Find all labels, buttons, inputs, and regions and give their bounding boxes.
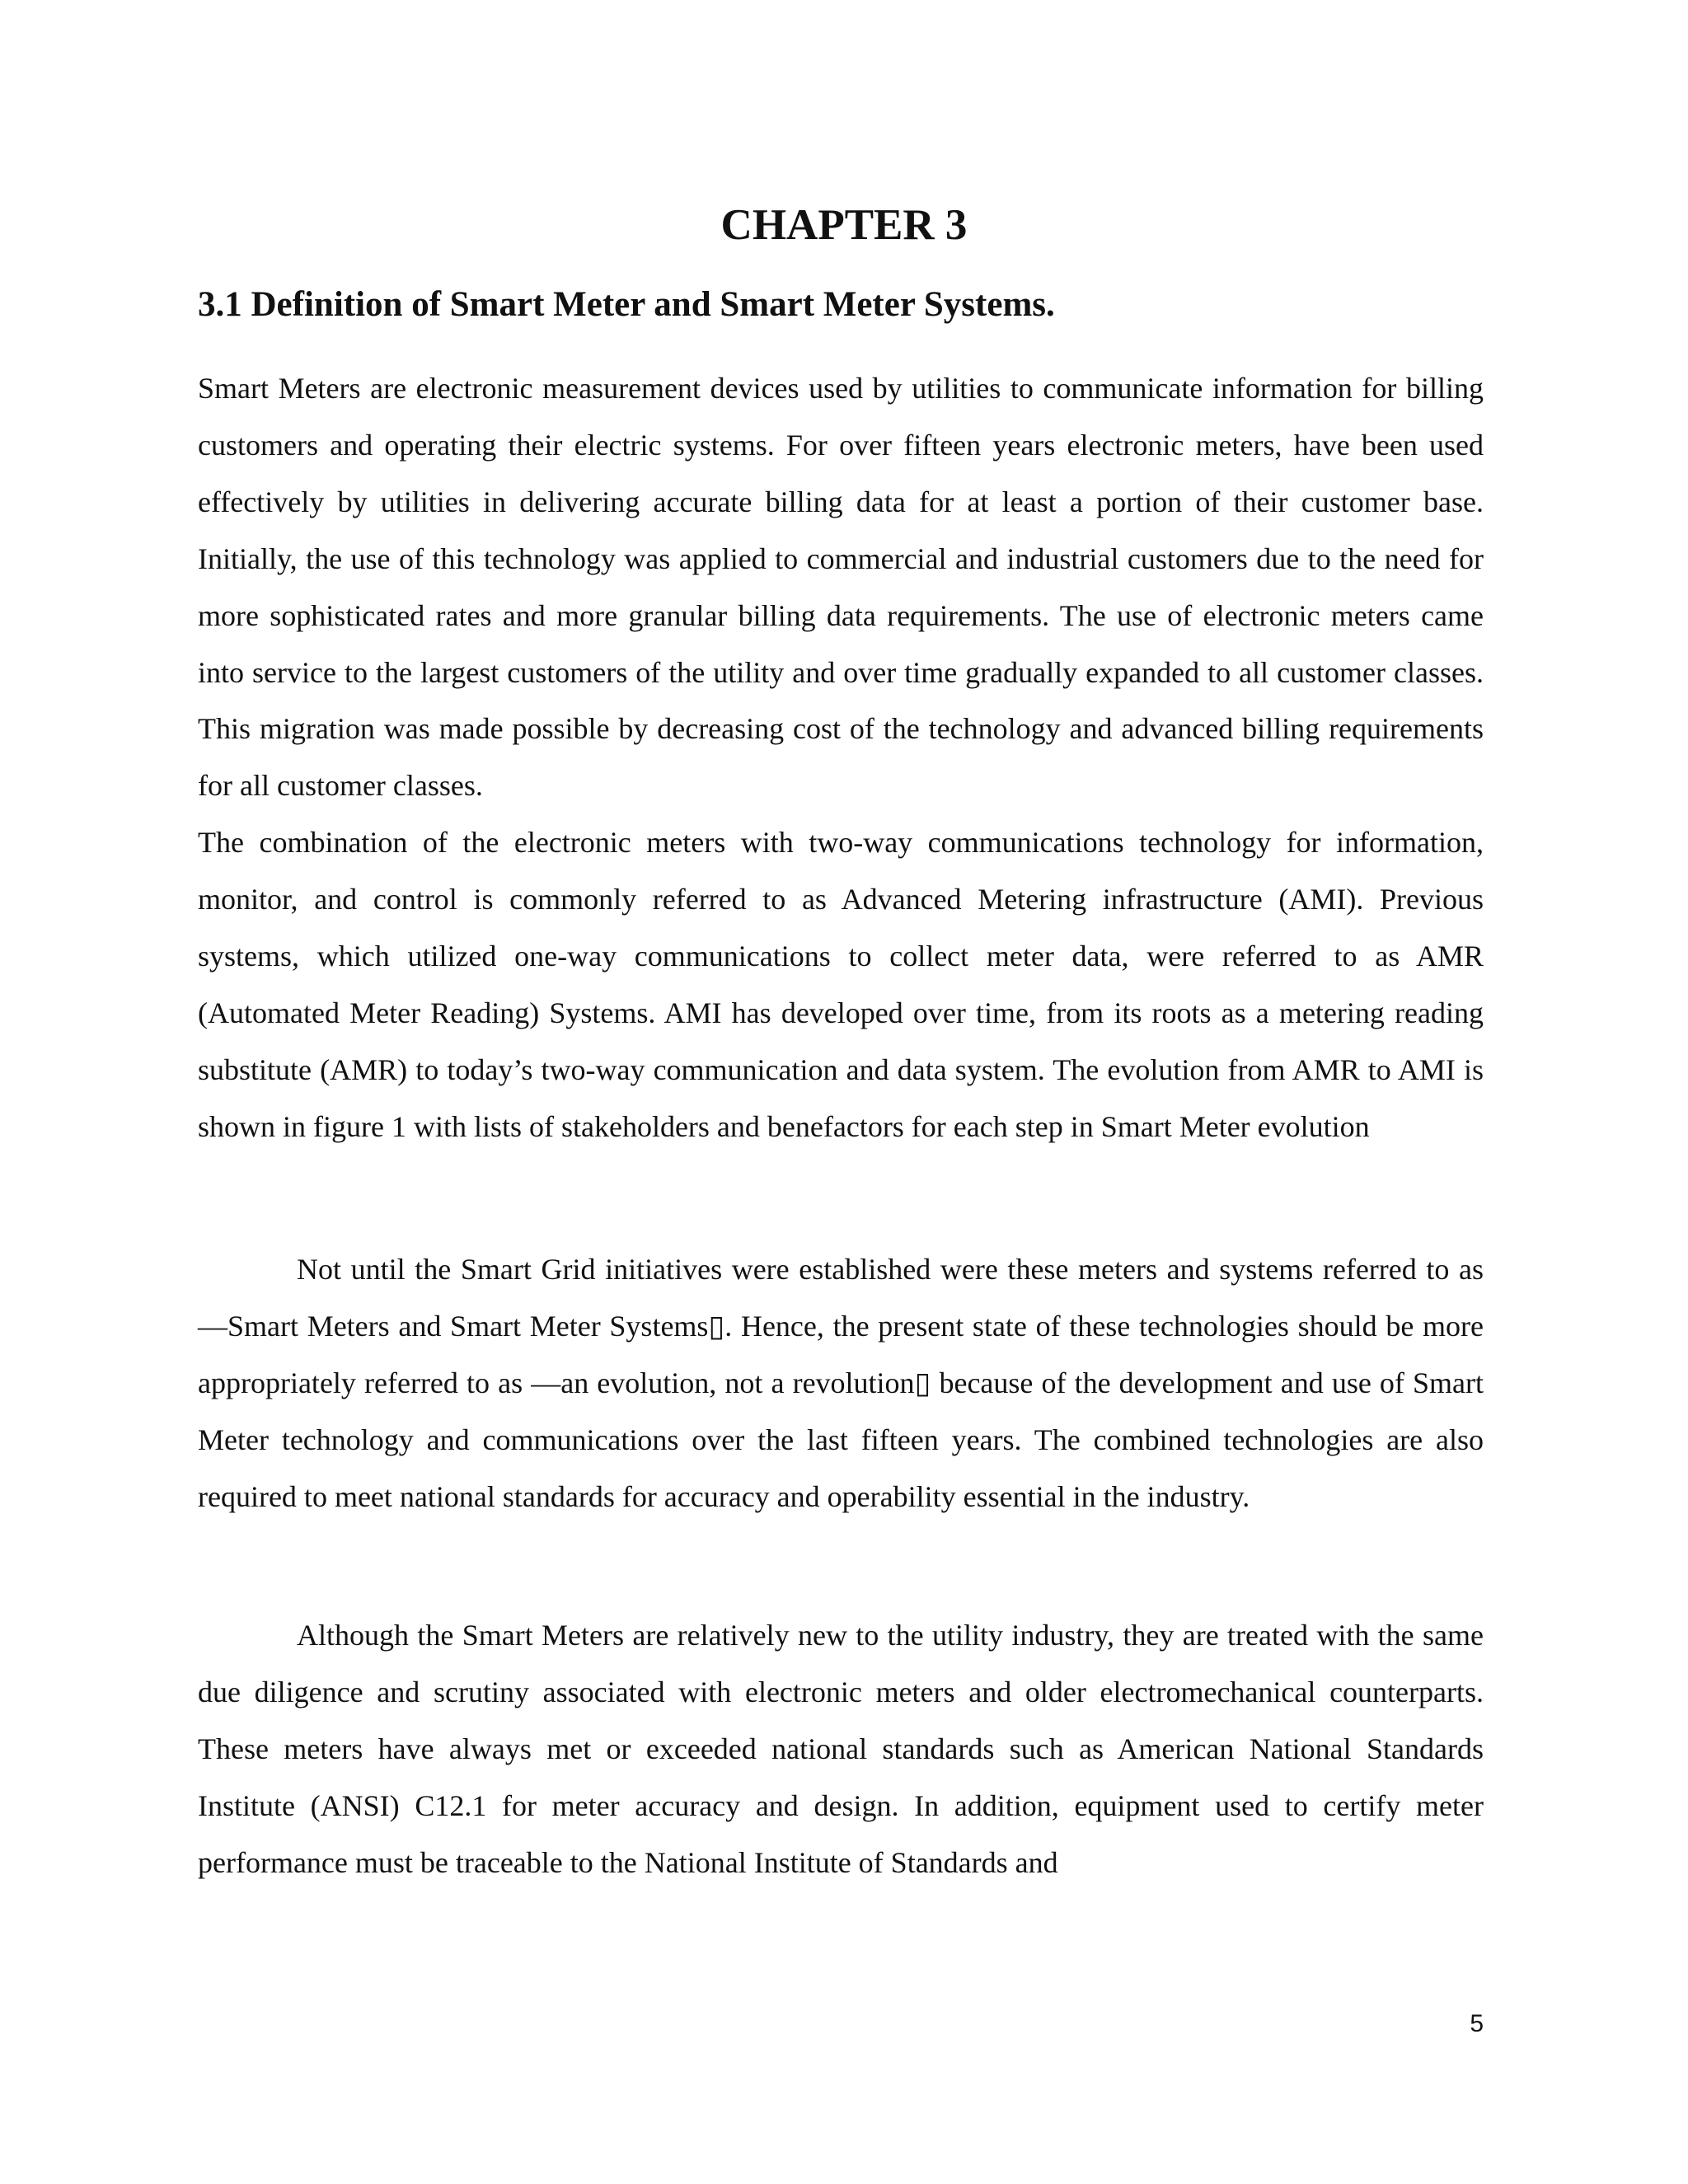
paragraph-smart-meter-definition: Smart Meters are electronic measurement devices used by utilities to communicate information for billing customers and operating their electric systems. For over fifteen years electronic meters, have been used effectively by utilities in delivering accurate billing data for at least a portion of their customer base. Initially, the use of this technology was applied to commercial and industrial customers due to the need for more sophisticated rates and more granular billing data requirements. The use of electronic meters came into service to the largest customers of the utility and over time gradually expanded to all customer classes. This migration was made possible by decreasing cost of the technology and advanced billing requirements for all customer classes. xyxy=(198,372,1484,803)
chapter-title: CHAPTER 3 xyxy=(720,201,968,249)
paragraph-ami-evolution: The combination of the electronic meters with two-way communications technology for information, monitor, and control is commonly referred to as Advanced Metering infrastructure (AMI). Previous systems, which utilized one-way communications to collect meter data, were referred to as AMR (Automated Meter Reading) Systems. AMI has developed over time, from its roots as a metering reading substitute (AMR) to today’s two-way communication and data system. The evolution from AMR to AMI is shown in figure 1 with lists of stakeholders and benefactors for each step in Smart Meter evolution xyxy=(198,826,1484,1143)
paragraph-standards-compliance: Although the Smart Meters are relatively new to the utility industry, they are treated with the same due diligence and scrutiny associated with electronic meters and older electromechanical counterparts. These meters have always met or exceeded national standards such as American National Standards Institute (ANSI) C12.1 for meter accuracy and design. In addition, equipment used to certify meter performance must be traceable to the National Institute of Standards and xyxy=(198,1619,1484,1879)
paragraph-group-smart-grid xyxy=(198,1241,1484,1526)
paragraph-group-intro xyxy=(198,360,1484,1155)
paragraph-smart-grid-initiatives: Not until the Smart Grid initiatives were established were these meters and systems referred to as ―Smart Meters and Smart Meter Systems▯. Hence, the present state of these technologies should be more appropriately referred to as ―an evolution, not a revolution▯ because of the development and use of Smart Meter technology and communications over the last fifteen years. The combined technologies are also required to meet national standards for accuracy and operability essential in the industry. xyxy=(198,1253,1484,1513)
paragraph-group-standards xyxy=(198,1607,1484,1891)
section-heading: 3.1 Definition of Smart Meter and Smart Meter Systems. xyxy=(198,285,1055,324)
page-number: 5 xyxy=(1470,2010,1484,2037)
